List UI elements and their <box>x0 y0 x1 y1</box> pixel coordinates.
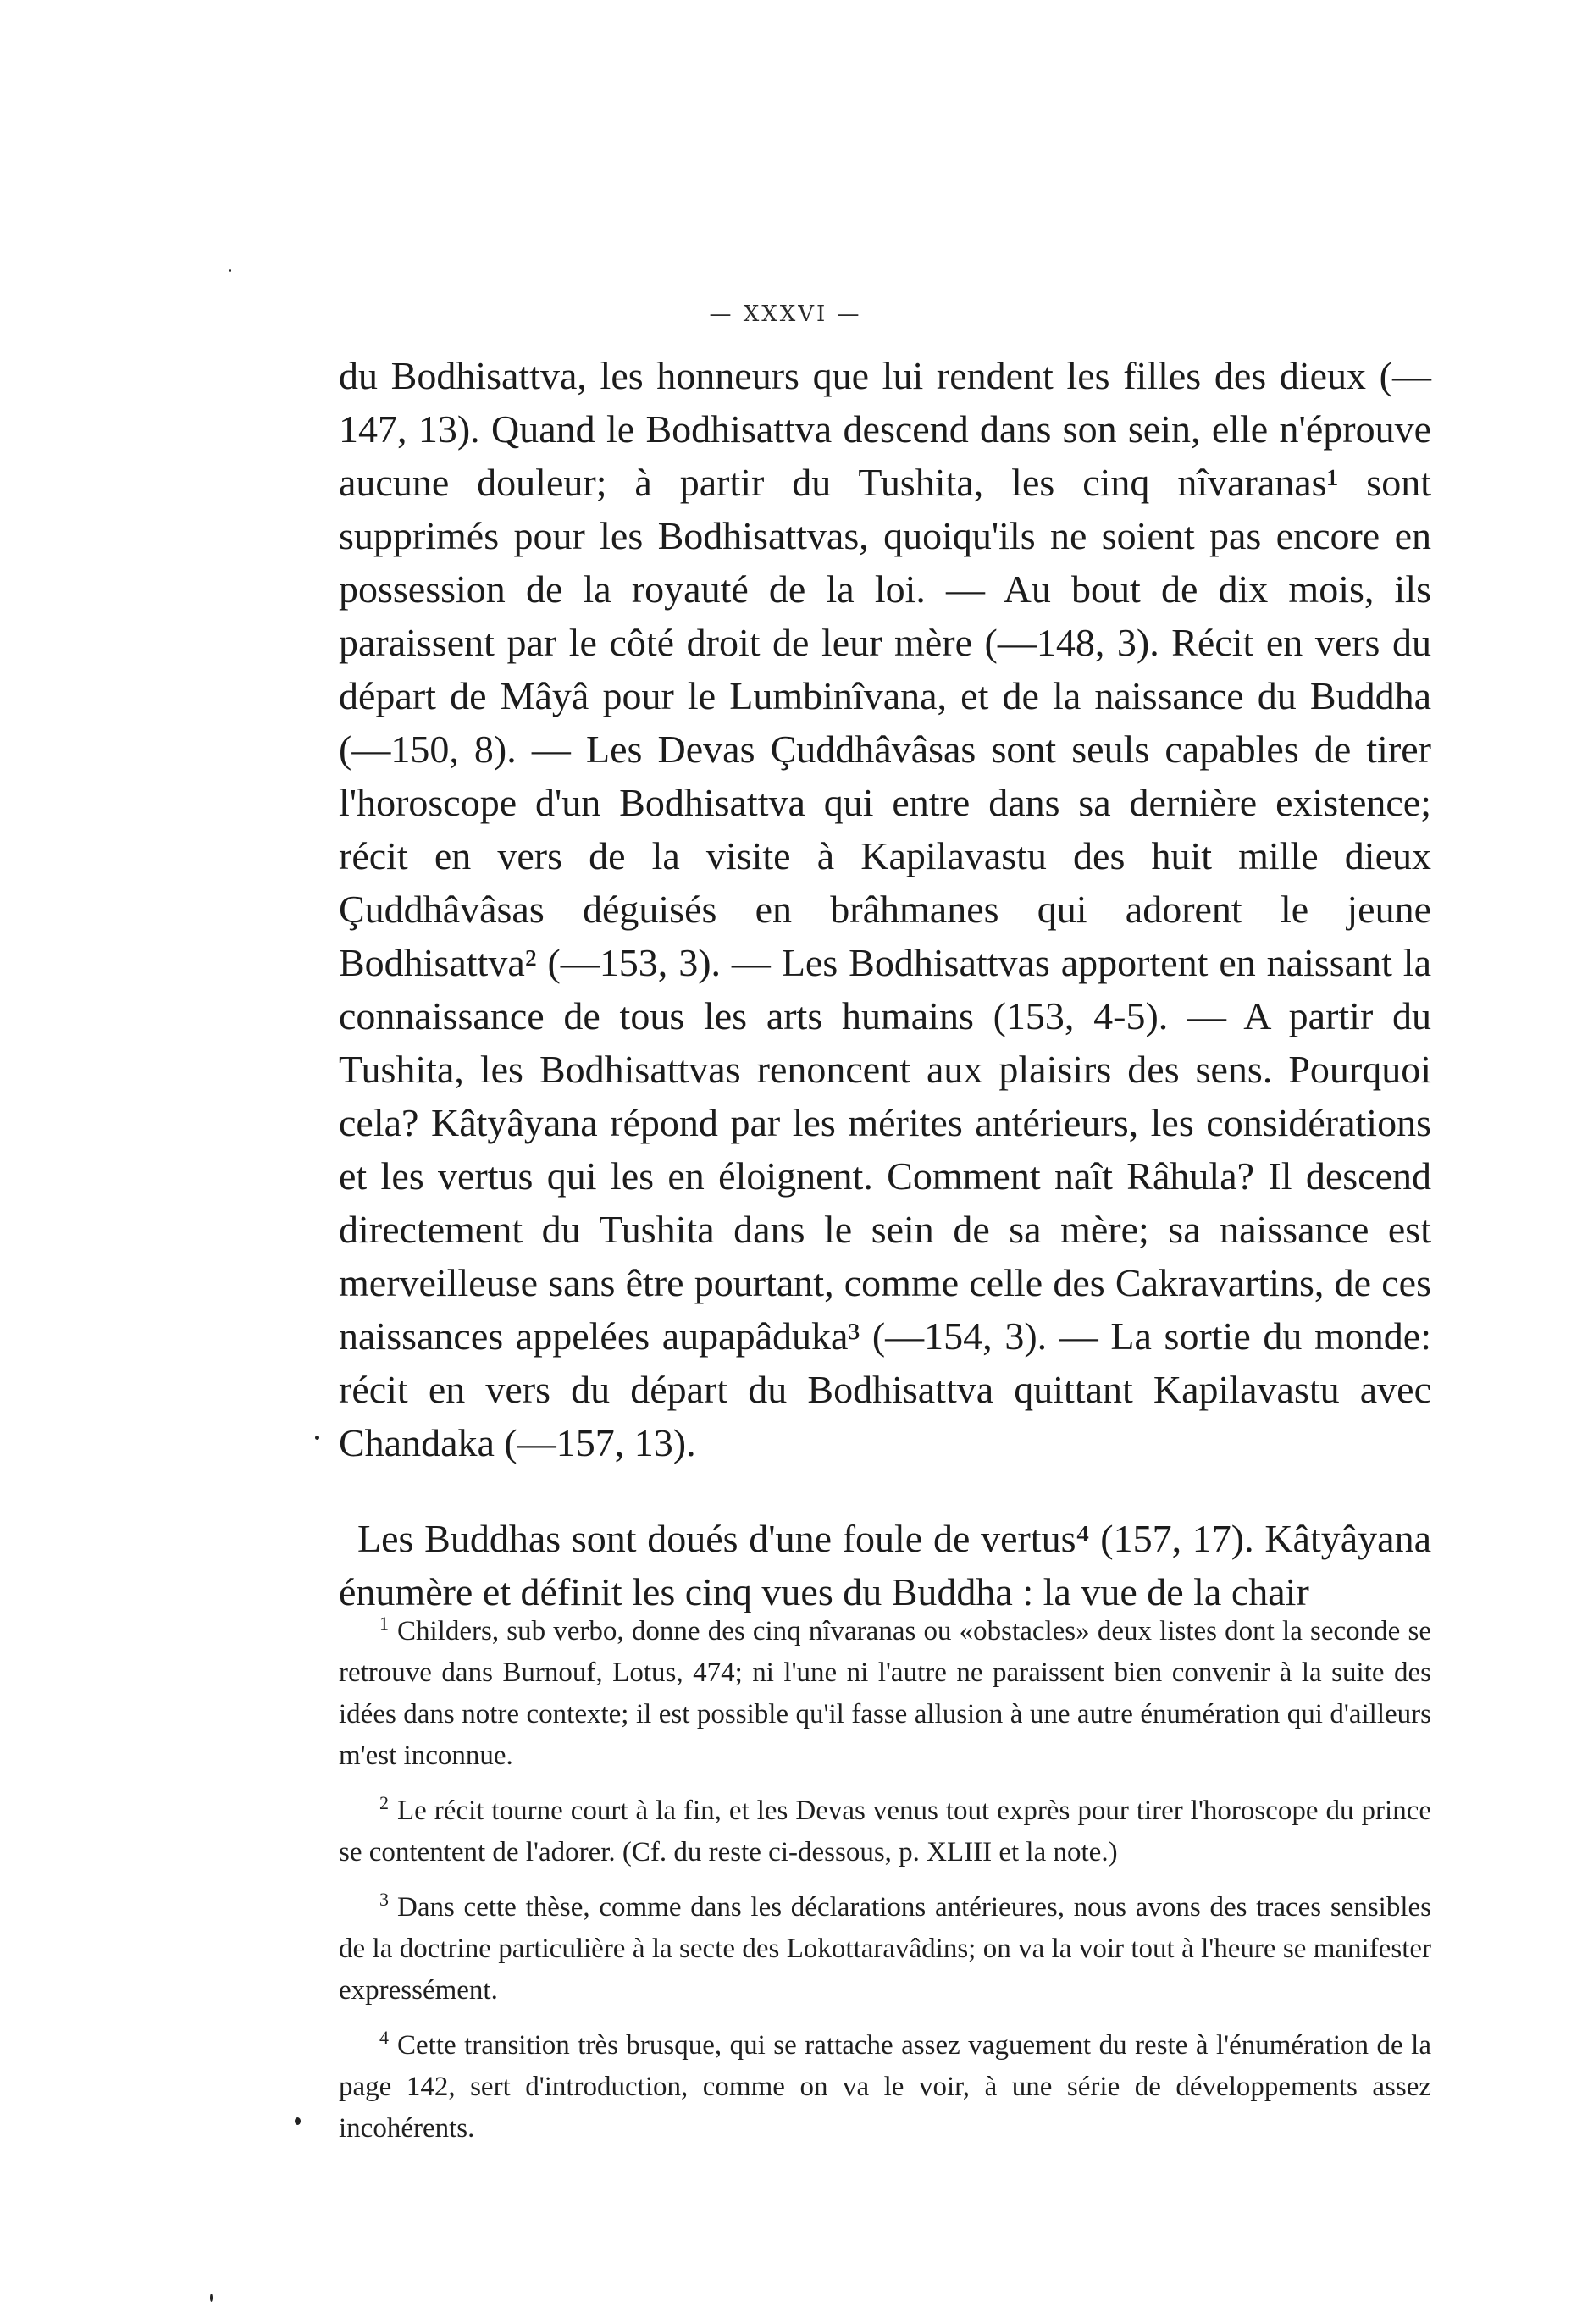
footnote-text: Childers, sub verbo, donne des cinq nîvaranas ou «obstacles» deux listes dont la seconde se retrouve dans Burnouf, Lotus, 474; ni l'une ni l'autre ne paraissent bien convenir à la suite des idées dans notre contexte; il est possible qu'il fasse allusion à une autre énumération qui d'ailleurs m'est inconnue. <box>339 1616 1431 1771</box>
paragraph-2: Les Buddhas sont doués d'une foule de vertus⁴ (157, 17). Kâtyâyana énumère et définit les cinq vues du Buddha : la vue de la chair <box>339 1517 1431 1613</box>
footnote-text: Cette transition très brusque, qui se rattache assez vaguement du reste à l'énumération de la page 142, sert d'introduction, comme on va le voir, à une série de développements assez incohérents. <box>339 2030 1431 2144</box>
footnote-1 <box>339 1602 1431 1777</box>
paragraph-1: du Bodhisattva, les honneurs que lui rendent les filles des dieux (—147, 13). Quand le Bodhisattva descend dans son sein, elle n'éprouve aucune douleur; à partir du Tushita, les cinq nîvaranas¹ sont supprimés pour les Bodhisattvas, quoiqu'ils ne soient pas encore en possession de la royauté de la loi. — Au bout de dix mois, ils paraissent par le côté droit de leur mère (—148, 3). Récit en vers du départ de Mâyâ pour le Lumbinîvana, et de la naissance du Buddha (—150, 8). — Les Devas Çuddhâvâsas sont seuls capables de tirer l'horoscope d'un Bodhisattva qui entre dans sa dernière existence; récit en vers de la visite à Kapilavastu des huit mille dieux Çuddhâvâsas déguisés en brâhmanes qui adorent le jeune Bodhisattva² (—153, 3). — Les Bodhisattvas apportent en naissant la connaissance de tous les arts humains (153, 4-5). — A partir du Tushita, les Bodhisattvas renoncent aux plaisirs des sens. Pourquoi cela? Kâtyâyana répond par les mérites antérieurs, les considérations et les vertus qui les en éloignent. Comment naît Râhula? Il descend directement du Tushita dans le sein de sa mère; sa naissance est merveilleuse sans être pourtant, comme celle des Cakravartins, de ces naissances appelées aupapâduka³ (—154, 3). — La sortie du monde: récit en vers du départ du Bodhisattva quittant Kapilavastu avec Chandaka (—157, 13). <box>339 354 1431 1464</box>
footnote-text: Le récit tourne court à la fin, et les Devas venus tout exprès pour tirer l'horoscope du prince se contentent de l'adorer. (Cf. du reste ci-dessous, p. XLIII et la note.) <box>339 1796 1431 1868</box>
footnote-number: 3 <box>379 1889 389 1910</box>
footnote-number: 2 <box>379 1792 389 1813</box>
page-number-header: — XXXVI — <box>709 302 862 327</box>
scan-speck <box>315 1436 319 1440</box>
footnote-3 <box>339 1879 1431 2011</box>
footnote-number: 1 <box>379 1613 389 1634</box>
main-text <box>339 349 1431 1618</box>
scan-speck <box>295 2117 301 2125</box>
scan-speck <box>229 269 231 272</box>
footnotes <box>339 1602 1431 2155</box>
footnote-text: Dans cette thèse, comme dans les déclarations antérieures, nous avons des traces sensibles de la doctrine particulière à la secte des Lokottaravâdins; on va la voir tout à l'heure se manifester expressément. <box>339 1892 1431 2006</box>
footnote-2 <box>339 1782 1431 1873</box>
scan-speck <box>210 2294 213 2302</box>
footnote-4 <box>339 2017 1431 2150</box>
footnote-number: 4 <box>379 2027 389 2048</box>
